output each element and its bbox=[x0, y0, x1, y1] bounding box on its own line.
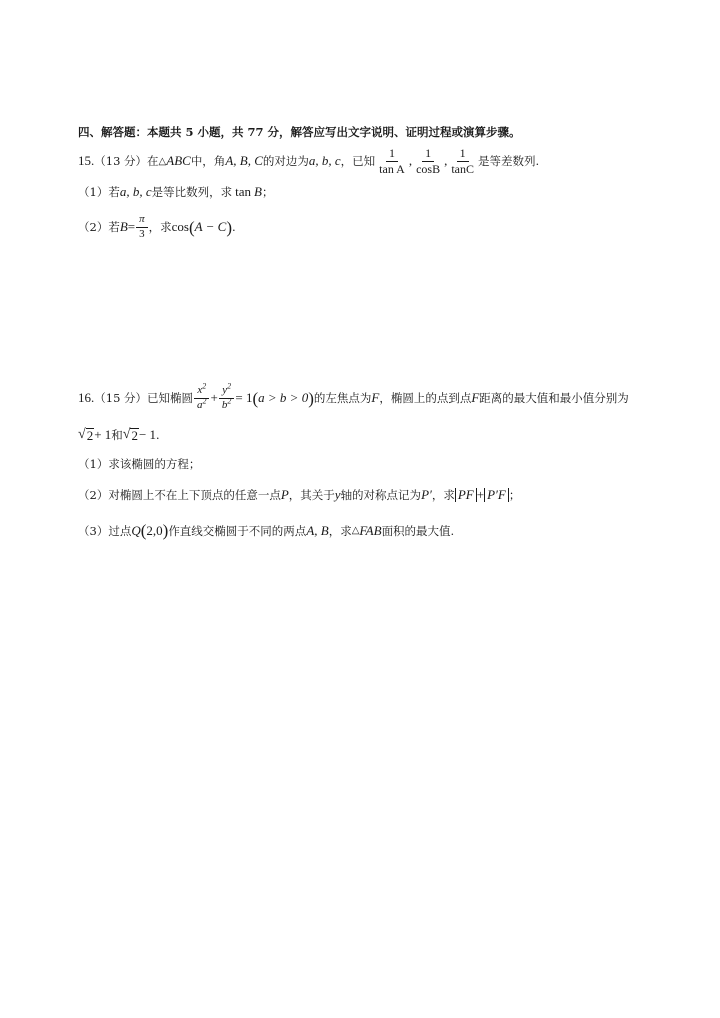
q15-part1-label: （1）若 bbox=[78, 185, 120, 199]
sqrt-2: √ 2 bbox=[122, 427, 138, 443]
q15-score: （13 分） bbox=[94, 154, 148, 169]
plus-one: + 1 bbox=[94, 427, 112, 442]
q16-part1-text: （1）求该椭圆的方程； bbox=[78, 457, 201, 471]
sqrt-2: √ 2 bbox=[78, 427, 94, 443]
var-B: B bbox=[119, 219, 128, 235]
var-Q: Q bbox=[131, 522, 141, 538]
q15-angles: A, B, C bbox=[225, 153, 263, 169]
equals-one: = 1 bbox=[235, 390, 253, 406]
q15-part2-inner: A − C bbox=[194, 219, 227, 235]
q15-part2 bbox=[78, 214, 236, 240]
right-paren: ) bbox=[308, 388, 314, 408]
q16-part3-text: 作直线交椭圆于不同的两点 bbox=[168, 523, 307, 538]
q16-part3 bbox=[78, 522, 454, 539]
q15-triangle-name: ABC bbox=[166, 153, 191, 169]
q15-text: 是等差数列. bbox=[478, 154, 540, 169]
right-paren: ) bbox=[162, 521, 169, 540]
q16-text: ，椭圆上的点到点 bbox=[379, 391, 472, 406]
fraction-1-over-cosB: $\frac{1}{\cos B}$ bbox=[416, 146, 441, 176]
and-text: 和 bbox=[111, 428, 123, 442]
q15-part2-end: . bbox=[231, 220, 236, 235]
left-paren: ( bbox=[252, 388, 259, 408]
q15-text: 在 bbox=[147, 154, 159, 169]
triangle-symbol: △ bbox=[351, 525, 360, 536]
var-y: y bbox=[334, 487, 341, 502]
fraction-pi-over-3: $\frac{\pi}{3}$ bbox=[136, 214, 148, 240]
fraction-1-over-tanC: $\frac{1}{\tan C}$ bbox=[451, 146, 474, 176]
cos-function: cos bbox=[171, 219, 189, 235]
q16-part1 bbox=[78, 456, 200, 472]
q16-text: 已知椭圆 bbox=[147, 391, 194, 406]
q15-text: 中，角 bbox=[190, 154, 226, 169]
q15-text: 的对边为 bbox=[262, 154, 309, 169]
q16-score: （15 分） bbox=[94, 391, 148, 406]
tan-function: tan bbox=[235, 184, 251, 199]
fraction-1-over-tanA: $\frac{1}{\text{tan A}}$ bbox=[379, 146, 405, 176]
q16-part3-text: ，求 bbox=[328, 523, 352, 538]
section-title bbox=[78, 124, 521, 140]
q15-sides: a, b, c bbox=[308, 153, 341, 169]
triangle-symbol: △ bbox=[158, 155, 167, 167]
section-title-text: 四、解答题：本题共 5 小题，共 77 分，解答应写出文字说明、证明过程或演算步骤。 bbox=[78, 125, 521, 139]
q15-part2-label: （2）若 bbox=[78, 220, 120, 235]
fraction-y2-over-b2: $\frac{y^2}{b^2}$ bbox=[219, 385, 235, 411]
point-Q-coords: 2,0 bbox=[146, 522, 163, 538]
q15-stem bbox=[78, 147, 539, 175]
minus-one: − 1 bbox=[138, 427, 157, 442]
var-P-prime: P′ bbox=[421, 487, 432, 502]
var-F: F bbox=[471, 390, 480, 406]
q15-part2-text: ，求 bbox=[148, 220, 172, 235]
equals-sign: = bbox=[127, 219, 136, 235]
q16-text: 的左焦点为 bbox=[313, 391, 372, 406]
abs-PprimeF: P′F bbox=[484, 488, 509, 503]
triangle-FAB: FAB bbox=[359, 522, 382, 538]
q16-part2-end: ； bbox=[508, 488, 521, 502]
left-paren: ( bbox=[188, 217, 195, 237]
right-paren: ) bbox=[226, 217, 232, 237]
comma: , bbox=[444, 153, 448, 169]
q16-stem-cont bbox=[78, 427, 159, 443]
comma: , bbox=[408, 153, 413, 169]
fraction-x2-over-a2: $\frac{x^2}{a^2}$ bbox=[194, 385, 210, 411]
q16-part3-end: 面积的最大值. bbox=[381, 523, 455, 538]
q16-stem bbox=[78, 381, 629, 411]
q15-part1 bbox=[78, 184, 273, 200]
q15-part1-vars: a, b, c bbox=[119, 184, 152, 199]
q15-part1-end: ； bbox=[261, 185, 274, 199]
q16-number: 16. bbox=[78, 390, 95, 406]
q16-part2-text: ，其关于 bbox=[288, 488, 335, 502]
q15-part1-text: 是等比数列，求 bbox=[151, 185, 233, 199]
abs-PF: PF bbox=[455, 488, 477, 503]
q16-part2 bbox=[78, 487, 520, 503]
q16-part3-label: （3）过点 bbox=[78, 523, 132, 538]
q15-text: ，已知 bbox=[340, 154, 376, 169]
plus-sign: + bbox=[476, 487, 485, 502]
points-A-B: A, B bbox=[306, 522, 329, 538]
q15-number: 15. bbox=[78, 153, 95, 169]
var-P: P bbox=[280, 487, 289, 502]
period: . bbox=[156, 427, 160, 442]
q16-part2-text: ，求 bbox=[431, 488, 455, 502]
q16-part2-label: （2）对椭圆上不在上下顶点的任意一点 bbox=[78, 488, 281, 502]
var-B: B bbox=[254, 184, 262, 199]
q16-text: 距离的最大值和最小值分别为 bbox=[479, 391, 629, 406]
ellipse-condition: a > b > 0 bbox=[258, 390, 309, 406]
left-paren: ( bbox=[140, 521, 147, 540]
q16-part2-text: 轴的对称点记为 bbox=[340, 488, 422, 502]
plus-sign: + bbox=[210, 390, 218, 406]
var-F: F bbox=[371, 390, 380, 406]
